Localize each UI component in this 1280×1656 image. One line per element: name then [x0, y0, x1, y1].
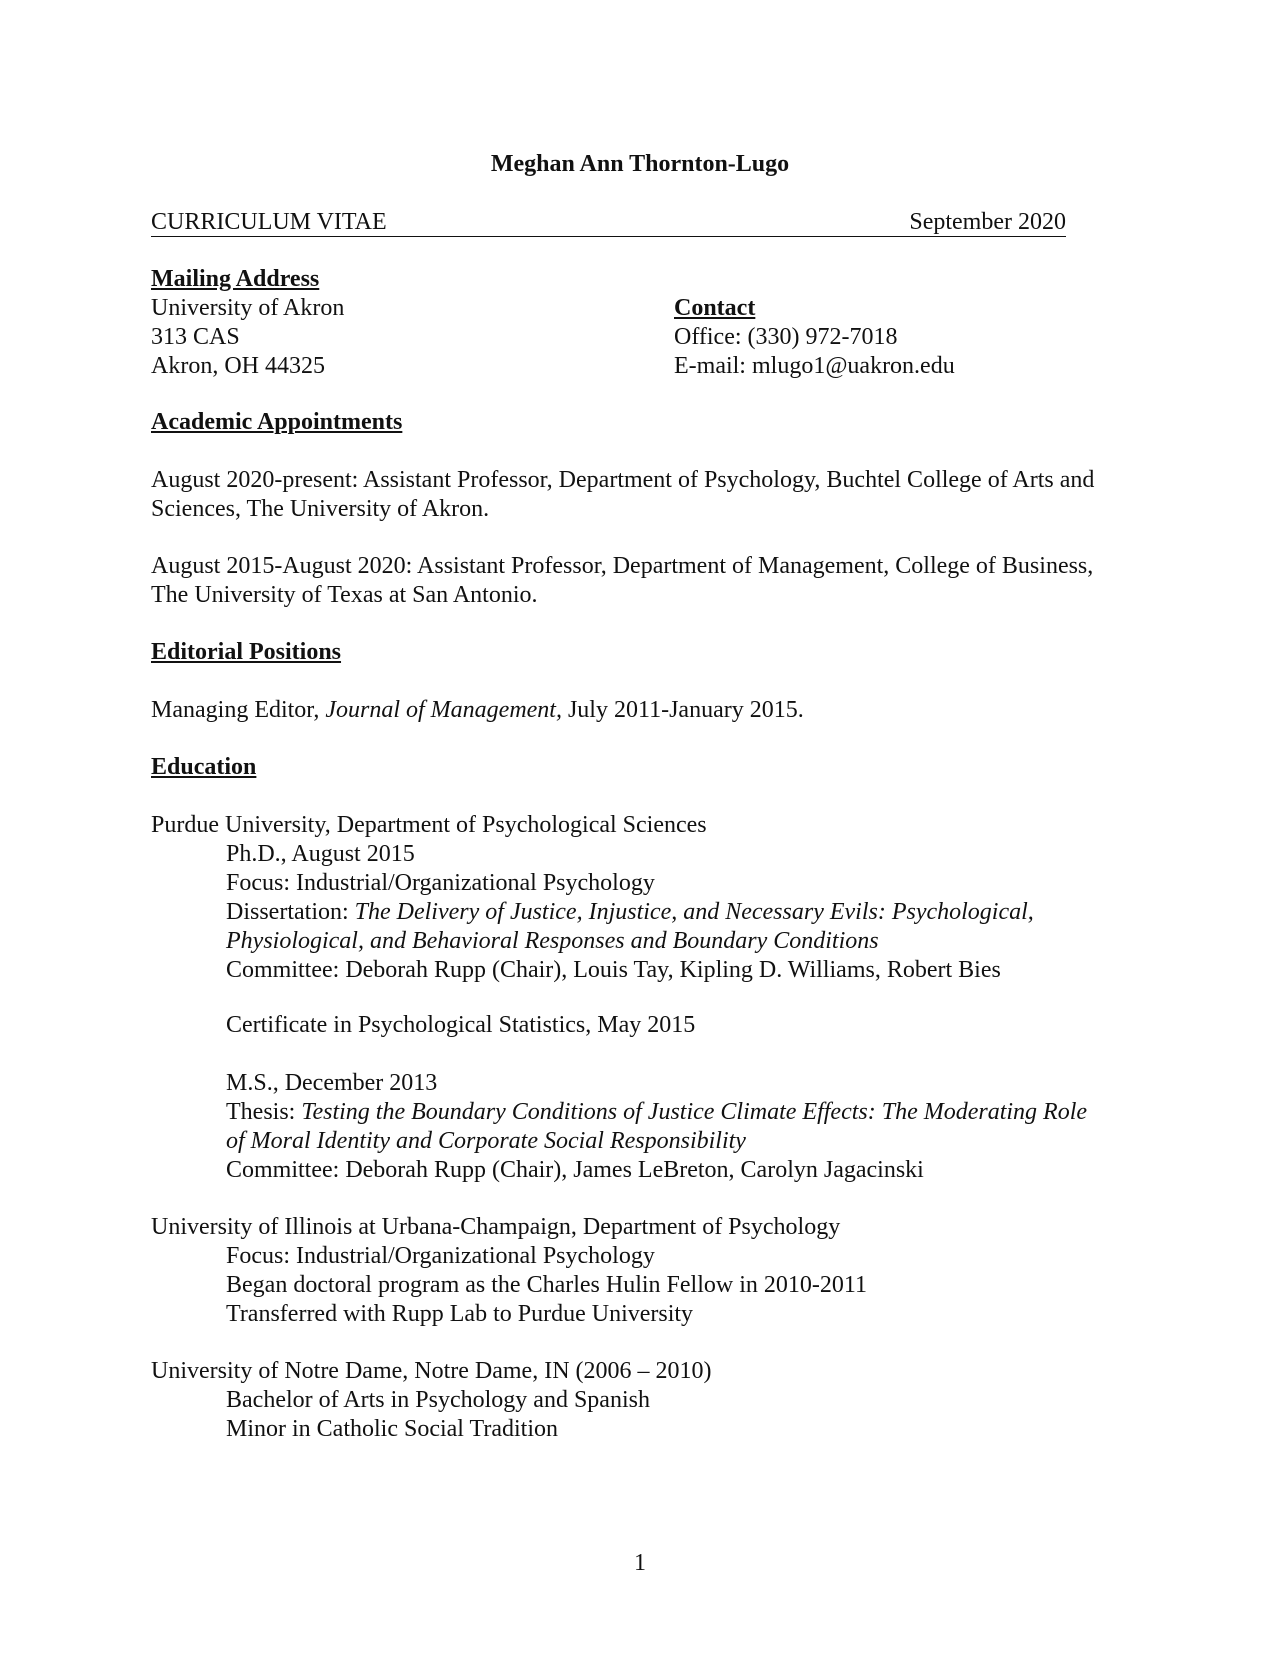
appointment-item: August 2015-August 2020: Assistant Professor, Department of Management, College of Business, The University of Texas at San Antonio.	[151, 553, 1094, 608]
edu-notredame	[151, 1357, 1111, 1444]
purdue-ms: M.S., December 2013	[226, 1070, 438, 1096]
edu-certificate	[151, 1011, 1111, 1040]
editorial-item	[151, 696, 1111, 725]
thesis-label: Thesis:	[226, 1099, 302, 1125]
illinois-transferred: Transferred with Rupp Lab to Purdue University	[226, 1301, 694, 1327]
editorial-heading	[151, 638, 1111, 667]
mailing-line3: Akron, OH 44325	[151, 353, 325, 379]
purdue-certificate: Certificate in Psychological Statistics, May 2015	[226, 1012, 696, 1038]
contact-office: Office: (330) 972-7018	[674, 324, 898, 350]
cv-date: September 2020	[909, 209, 1066, 235]
mailing-heading: Mailing Address	[151, 266, 320, 292]
contact-email: E-mail: mlugo1@uakron.edu	[674, 353, 955, 379]
illinois-began: Began doctoral program as the Charles Hulin Fellow in 2010-2011	[226, 1272, 867, 1298]
purdue-dissertation	[151, 898, 1046, 956]
mailing-line1: University of Akron	[151, 295, 345, 321]
notredame-degree: Bachelor of Arts in Psychology and Spanish	[226, 1387, 650, 1413]
cv-name: Meghan Ann Thornton-Lugo	[490, 151, 790, 177]
purdue-phd: Ph.D., August 2015	[226, 841, 415, 867]
illinois-school: University of Illinois at Urbana-Champaign, Department of Psychology	[151, 1214, 841, 1240]
dissertation-title: The Delivery of Justice, Injustice, and Necessary Evils: Psychological, Physiological, and Behavioral Responses and Boundary Conditions	[226, 899, 1034, 954]
editorial-journal: Journal of Management,	[325, 697, 562, 723]
contact-heading: Contact	[674, 295, 756, 321]
purdue-thesis	[151, 1098, 1106, 1156]
cv-title-line	[151, 208, 1066, 237]
education-heading-text: Education	[151, 754, 257, 780]
cv-label: CURRICULUM VITAE	[151, 209, 387, 235]
purdue-focus: Focus: Industrial/Organizational Psychology	[226, 870, 655, 896]
editorial-suffix: July 2011-January 2015.	[561, 697, 804, 723]
appointment-item: August 2020-present: Assistant Professor, Department of Psychology, Buchtel College of Arts and Sciences, The University of Akron.	[151, 467, 1095, 522]
appointments-heading-text: Academic Appointments	[151, 409, 403, 435]
editorial-heading-text: Editorial Positions	[151, 639, 342, 665]
thesis-title: Testing the Boundary Conditions of Justice Climate Effects: The Moderating Role of Moral Identity and Corporate Social Responsibility	[226, 1099, 1088, 1154]
appointments-heading	[151, 408, 1111, 437]
contact-block	[674, 294, 1094, 381]
notredame-minor: Minor in Catholic Social Tradition	[226, 1416, 559, 1442]
edu-ms	[151, 1069, 1111, 1185]
purdue-school: Purdue University, Department of Psychological Sciences	[151, 812, 707, 838]
notredame-school: University of Notre Dame, Notre Dame, IN (2006 – 2010)	[151, 1358, 712, 1384]
page-number: 1	[634, 1550, 646, 1576]
edu-illinois	[151, 1213, 1111, 1329]
edu-purdue	[151, 811, 1111, 985]
mailing-line2: 313 CAS	[151, 324, 240, 350]
editorial-prefix: Managing Editor,	[151, 697, 326, 723]
purdue-committee: Committee: Deborah Rupp (Chair), Louis Tay, Kipling D. Williams, Robert Bies	[226, 957, 1001, 983]
purdue-ms-committee: Committee: Deborah Rupp (Chair), James LeBreton, Carolyn Jagacinski	[226, 1157, 924, 1183]
illinois-focus: Focus: Industrial/Organizational Psychology	[226, 1243, 655, 1269]
dissertation-label: Dissertation:	[226, 899, 355, 925]
education-heading	[151, 753, 1111, 782]
